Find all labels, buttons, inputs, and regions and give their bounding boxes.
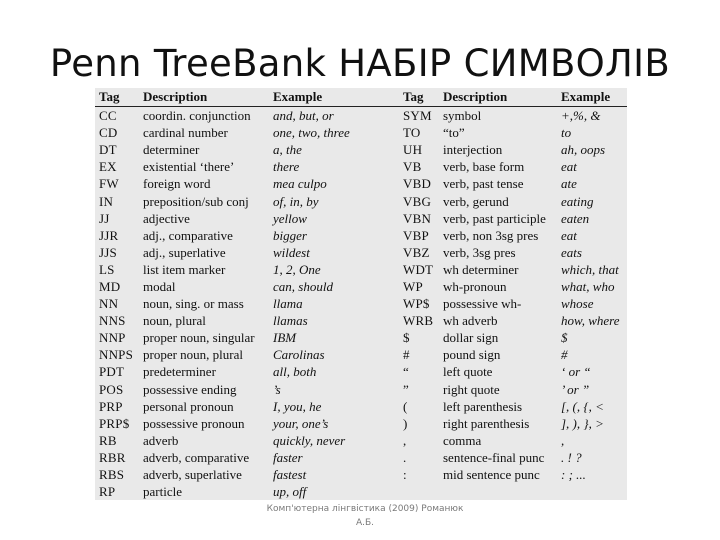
example-cell: [, (, {, < xyxy=(561,398,604,414)
column-header-example-2: Example xyxy=(557,88,627,107)
example-cell: eaten xyxy=(561,210,590,226)
example-cell: # xyxy=(561,347,568,363)
tag-cell: ) xyxy=(403,415,408,431)
example-cell: fastest xyxy=(273,467,307,483)
tag-cell: JJ xyxy=(99,210,110,226)
example-cell: up, off xyxy=(273,484,307,500)
tagset-table xyxy=(95,88,627,500)
example-cell: , xyxy=(561,432,565,448)
description-cell: adverb xyxy=(143,432,179,448)
tag-cell: WDT xyxy=(403,261,434,277)
description-cell: possessive ending xyxy=(143,381,237,397)
tag-cell: PDT xyxy=(99,364,125,380)
table-row xyxy=(95,227,627,244)
description-cell xyxy=(439,483,557,500)
example-cell: your, one’s xyxy=(273,415,329,431)
example-cell: llamas xyxy=(273,313,308,329)
table-row xyxy=(95,210,627,227)
description-cell: comma xyxy=(443,432,482,448)
tag-cell: $ xyxy=(403,330,410,346)
description-cell: verb, past tense xyxy=(443,176,524,192)
tag-cell: NNP xyxy=(99,330,126,346)
description-cell: verb, 3sg pres xyxy=(443,244,516,260)
description-cell: verb, past participle xyxy=(443,210,546,226)
example-cell: which, that xyxy=(561,261,619,277)
table-row xyxy=(95,124,627,141)
example-cell: ah, oops xyxy=(561,142,606,158)
description-cell: adj., comparative xyxy=(143,227,233,243)
table-row xyxy=(95,175,627,192)
tag-cell: VBZ xyxy=(403,244,430,260)
tag-cell: VBG xyxy=(403,193,432,209)
example-cell: eats xyxy=(561,244,582,260)
example-cell: Carolinas xyxy=(273,347,325,363)
tag-cell: TO xyxy=(403,125,421,141)
tag-cell: , xyxy=(403,432,407,448)
tag-cell: “ xyxy=(403,364,409,380)
description-cell: adjective xyxy=(143,210,190,226)
description-cell: determiner xyxy=(143,142,200,158)
description-cell: verb, base form xyxy=(443,159,525,175)
example-cell: ‘ or “ xyxy=(561,364,591,380)
tag-cell: IN xyxy=(99,193,114,209)
description-cell: adverb, comparative xyxy=(143,449,250,465)
description-cell: wh determiner xyxy=(443,261,519,277)
tag-cell: JJS xyxy=(99,244,117,260)
tag-cell: JJR xyxy=(99,227,119,243)
example-cell: I, you, he xyxy=(273,398,322,414)
example-cell: there xyxy=(273,159,300,175)
table-row xyxy=(95,278,627,295)
tag-cell: RBS xyxy=(99,467,125,483)
table-row xyxy=(95,398,627,415)
example-cell: IBM xyxy=(273,330,297,346)
example-cell: to xyxy=(561,125,572,141)
description-cell: sentence-final punc xyxy=(443,449,545,465)
tagset-table-image xyxy=(95,88,627,500)
column-header-tag: Tag xyxy=(95,88,139,107)
example-cell xyxy=(557,483,627,500)
table-row xyxy=(95,449,627,466)
description-cell: interjection xyxy=(443,142,503,158)
slide-title: Penn TreeBank НАБІР СИМВОЛІВ xyxy=(49,42,671,85)
tag-cell: . xyxy=(403,449,407,465)
table-row xyxy=(95,483,627,500)
example-cell: and, but, or xyxy=(273,108,334,124)
example-cell: how, where xyxy=(561,313,620,329)
tag-cell: VBP xyxy=(403,227,429,243)
tag-cell: WP xyxy=(403,278,423,294)
table-row xyxy=(95,415,627,432)
description-cell: dollar sign xyxy=(443,330,499,346)
description-cell: predeterminer xyxy=(143,364,216,380)
description-cell: verb, gerund xyxy=(443,193,509,209)
description-cell: wh-pronoun xyxy=(443,278,507,294)
tag-cell: VBD xyxy=(403,176,432,192)
table-row xyxy=(95,432,627,449)
table-row xyxy=(95,192,627,209)
example-cell: +,%, & xyxy=(561,108,601,124)
table-row xyxy=(95,141,627,158)
tag-cell: PRP xyxy=(99,398,123,414)
example-cell: a, the xyxy=(273,142,302,158)
tag-cell: SYM xyxy=(403,108,432,124)
example-cell: whose xyxy=(561,296,594,312)
table-row xyxy=(95,261,627,278)
description-cell: noun, sing. or mass xyxy=(143,296,244,312)
example-cell: wildest xyxy=(273,244,310,260)
example-cell: quickly, never xyxy=(273,432,346,448)
tag-cell: RB xyxy=(99,432,117,448)
table-row xyxy=(95,295,627,312)
description-cell: coordin. conjunction xyxy=(143,108,251,124)
column-header-description: Description xyxy=(139,88,269,107)
example-cell: $ xyxy=(561,330,568,346)
tag-cell: VBN xyxy=(403,210,432,226)
example-cell: ’ or ” xyxy=(561,381,590,397)
example-cell: : ; ... xyxy=(561,467,586,483)
column-header-description-2: Description xyxy=(439,88,557,107)
example-cell: yellow xyxy=(273,210,307,226)
table-row xyxy=(95,158,627,175)
tag-cell: MD xyxy=(99,278,121,294)
tag-cell: LS xyxy=(99,261,115,277)
tag-cell: POS xyxy=(99,381,124,397)
example-cell: faster xyxy=(273,449,303,465)
tag-cell: VB xyxy=(403,159,422,175)
table-row xyxy=(95,107,627,125)
table-row xyxy=(95,244,627,261)
example-cell: ate xyxy=(561,176,577,192)
description-cell: existential ‘there’ xyxy=(143,159,235,175)
description-cell: possessive wh- xyxy=(443,296,522,312)
description-cell: proper noun, singular xyxy=(143,330,255,346)
tag-cell: CC xyxy=(99,108,117,124)
description-cell: left parenthesis xyxy=(443,398,523,414)
tag-cell: ( xyxy=(403,398,408,414)
tag-cell: NNPS xyxy=(99,347,134,363)
table-row xyxy=(95,329,627,346)
tag-cell: CD xyxy=(99,125,118,141)
tag-cell: ” xyxy=(403,381,409,397)
example-cell: can, should xyxy=(273,278,333,294)
table-body xyxy=(95,107,627,501)
tag-cell: EX xyxy=(99,159,117,175)
column-header-tag-2: Tag xyxy=(399,88,439,107)
description-cell: adj., superlative xyxy=(143,244,226,260)
tag-cell xyxy=(399,483,439,500)
example-cell: eat xyxy=(561,159,577,175)
description-cell: left quote xyxy=(443,364,493,380)
column-header-example: Example xyxy=(269,88,399,107)
tag-cell: FW xyxy=(99,176,119,192)
description-cell: proper noun, plural xyxy=(143,347,244,363)
tag-cell: RBR xyxy=(99,449,126,465)
footer-line-2: А.Б. xyxy=(355,518,375,528)
example-cell: eating xyxy=(561,193,594,209)
tag-cell: NNS xyxy=(99,313,126,329)
tag-cell: NN xyxy=(99,296,119,312)
example-cell: bigger xyxy=(273,227,307,243)
description-cell: “to” xyxy=(443,125,465,141)
table-row xyxy=(95,312,627,329)
example-cell: of, in, by xyxy=(273,193,319,209)
description-cell: right parenthesis xyxy=(443,415,530,431)
tag-cell: WRB xyxy=(403,313,434,329)
footer-line-1: Комп'ютерна лінгвістика (2009) Романюк xyxy=(266,504,464,514)
table-row xyxy=(95,466,627,483)
example-cell: all, both xyxy=(273,364,317,380)
description-cell: particle xyxy=(143,484,182,500)
example-cell: 1, 2, One xyxy=(273,261,321,277)
description-cell: pound sign xyxy=(443,347,501,363)
description-cell: list item marker xyxy=(143,261,226,277)
tag-cell: : xyxy=(403,467,407,483)
description-cell: modal xyxy=(143,278,176,294)
tag-cell: PRP$ xyxy=(99,415,130,431)
description-cell: preposition/sub conj xyxy=(143,193,249,209)
tag-cell: RP xyxy=(99,484,116,500)
example-cell: one, two, three xyxy=(273,125,350,141)
tag-cell: WP$ xyxy=(403,296,430,312)
example-cell: llama xyxy=(273,296,303,312)
slide-footer xyxy=(250,502,480,530)
example-cell: ], ), }, > xyxy=(561,415,604,431)
tag-cell: # xyxy=(403,347,410,363)
table-row xyxy=(95,363,627,380)
description-cell: cardinal number xyxy=(143,125,228,141)
description-cell: foreign word xyxy=(143,176,211,192)
example-cell: mea culpo xyxy=(273,176,327,192)
tag-cell: UH xyxy=(403,142,423,158)
example-cell: ’s xyxy=(273,381,281,397)
table-header-row xyxy=(95,88,627,107)
tag-cell: DT xyxy=(99,142,117,158)
description-cell: possessive pronoun xyxy=(143,415,245,431)
example-cell: what, who xyxy=(561,278,615,294)
description-cell: personal pronoun xyxy=(143,398,234,414)
description-cell: right quote xyxy=(443,381,500,397)
example-cell: eat xyxy=(561,227,577,243)
description-cell: noun, plural xyxy=(143,313,206,329)
description-cell: adverb, superlative xyxy=(143,467,242,483)
description-cell: mid sentence punc xyxy=(443,467,540,483)
table-row xyxy=(95,346,627,363)
table-row xyxy=(95,381,627,398)
example-cell: . ! ? xyxy=(561,449,582,465)
description-cell: wh adverb xyxy=(443,313,498,329)
description-cell: symbol xyxy=(443,108,482,124)
description-cell: verb, non 3sg pres xyxy=(443,227,539,243)
